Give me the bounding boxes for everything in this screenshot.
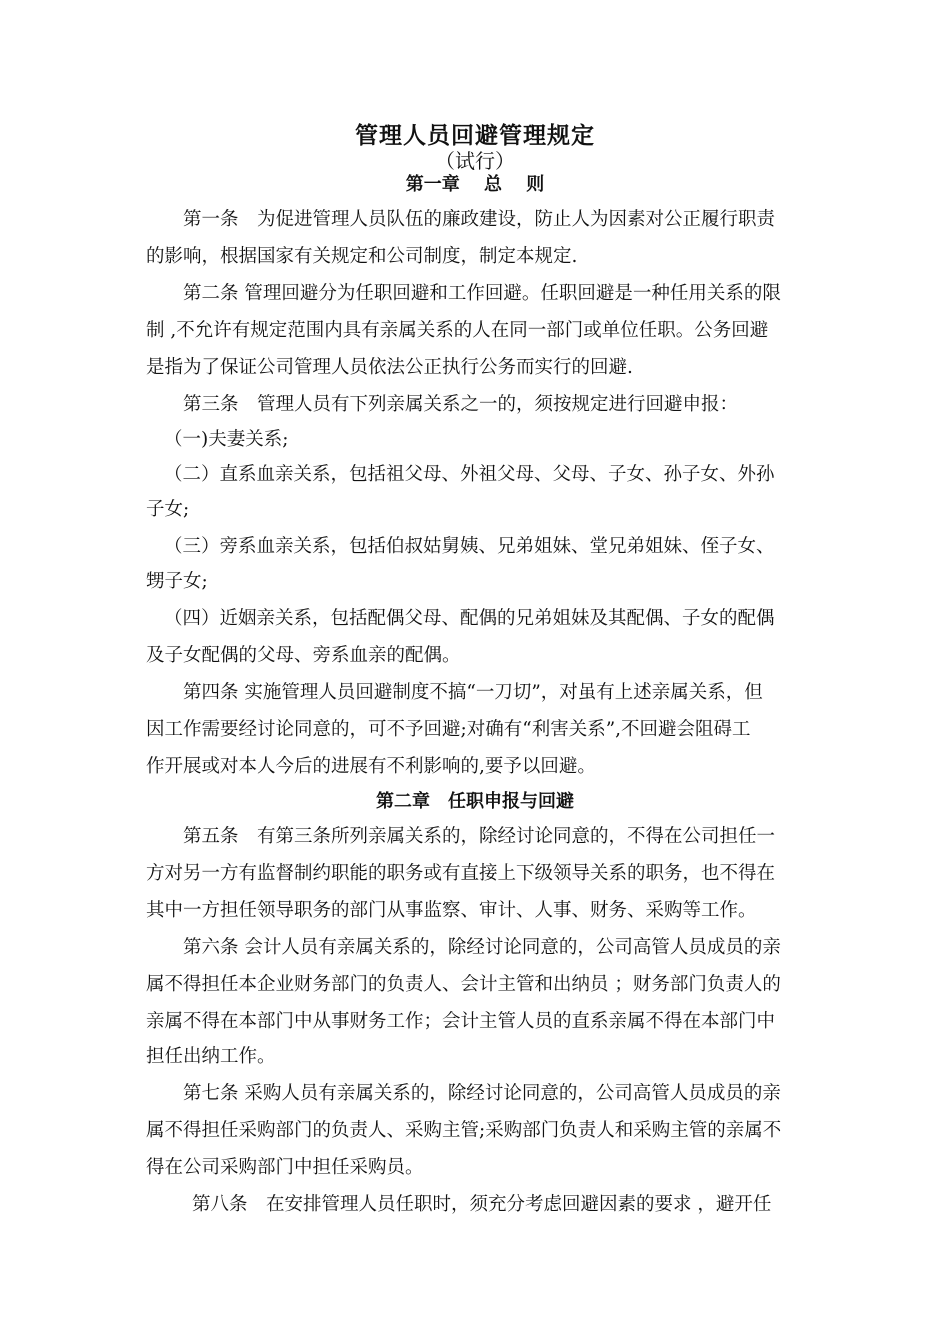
- document-title: 管理人员回避管理规定: [355, 122, 595, 149]
- clause-4-line-1: （四）近姻亲关系，包括配偶父母、配偶的兄弟姐妹及其配偶、子女的配偶: [164, 608, 775, 629]
- clause-2-line-2: 子女;: [146, 499, 190, 520]
- article-4-line-2: 因工作需要经讨论同意的，可不予回避;对确有“利害关系”,不回避会阻碍工: [146, 719, 751, 740]
- clause-3-line-1: （三）旁系血亲关系，包括伯叔姑舅姨、兄弟姐妹、堂兄弟姐妹、侄子女、: [164, 536, 775, 557]
- clause-4-line-2: 及子女配偶的父母、旁系血亲的配偶。: [146, 645, 461, 666]
- article-7-line-3: 得在公司采购部门中担任采购员。: [146, 1157, 424, 1178]
- article-1-line-2: 的影响，根据国家有关规定和公司制度，制定本规定.: [146, 246, 578, 267]
- article-2-line-1: 第二条 管理回避分为任职回避和工作回避。任职回避是一种任用关系的限: [183, 283, 781, 304]
- article-7-line-1: 第七条 采购人员有亲属关系的，除经讨论同意的，公司高管人员成员的亲: [183, 1083, 781, 1104]
- article-2-line-2: 制 ,不允许有规定范围内具有亲属关系的人在同一部门或单位任职。公务回避: [146, 320, 769, 341]
- article-3-line-1: 第三条 管理人员有下列亲属关系之一的，须按规定进行回避申报：: [183, 394, 739, 415]
- article-2-line-3: 是指为了保证公司管理人员依法公正执行公务而实行的回避.: [146, 357, 633, 378]
- chapter-1-heading: 第一章 总 则: [405, 174, 545, 195]
- article-6-line-4: 担任出纳工作。: [146, 1046, 276, 1067]
- article-7-line-2: 属不得担任采购部门的负责人、采购主管;采购部门负责人和采购主管的亲属不: [146, 1120, 782, 1141]
- article-4-line-1: 第四条 实施管理人员回避制度不搞“一刀切”，对虽有上述亲属关系，但: [183, 682, 763, 703]
- chapter-2-heading: 第二章 任职申报与回避: [376, 791, 574, 812]
- article-5-line-1: 第五条 有第三条所列亲属关系的，除经讨论同意的，不得在公司担任一: [183, 826, 776, 847]
- article-4-line-3: 作开展或对本人今后的进展有不利影响的,要予以回避。: [146, 756, 596, 777]
- article-6-line-2: 属不得担任本企业财务部门的负责人、会计主管和出纳员 ；财务部门负责人的: [146, 974, 781, 995]
- article-8-line-1: 第八条 在安排管理人员任职时，须充分考虑回避因素的要求 ，避开任: [192, 1194, 772, 1215]
- article-5-line-3: 其中一方担任领导职务的部门从事监察、审计、人事、财务、采购等工作。: [146, 900, 757, 921]
- article-5-line-2: 方对另一方有监督制约职能的职务或有直接上下级领导关系的职务，也不得在: [146, 863, 776, 884]
- clause-2-line-1: （二）直系血亲关系，包括祖父母、外祖父母、父母、子女、孙子女、外孙: [164, 464, 775, 485]
- document-subtitle: （试行）: [435, 149, 515, 173]
- clause-1-line-1: （一)夫妻关系;: [164, 429, 289, 450]
- article-1-line-1: 第一条 为促进管理人员队伍的廉政建设，防止人为因素对公正履行职责: [183, 209, 776, 230]
- article-6-line-1: 第六条 会计人员有亲属关系的，除经讨论同意的，公司高管人员成员的亲: [183, 937, 781, 958]
- article-6-line-3: 亲属不得在本部门中从事财务工作；会计主管人员的直系亲属不得在本部门中: [146, 1011, 776, 1032]
- clause-3-line-2: 甥子女;: [146, 571, 208, 592]
